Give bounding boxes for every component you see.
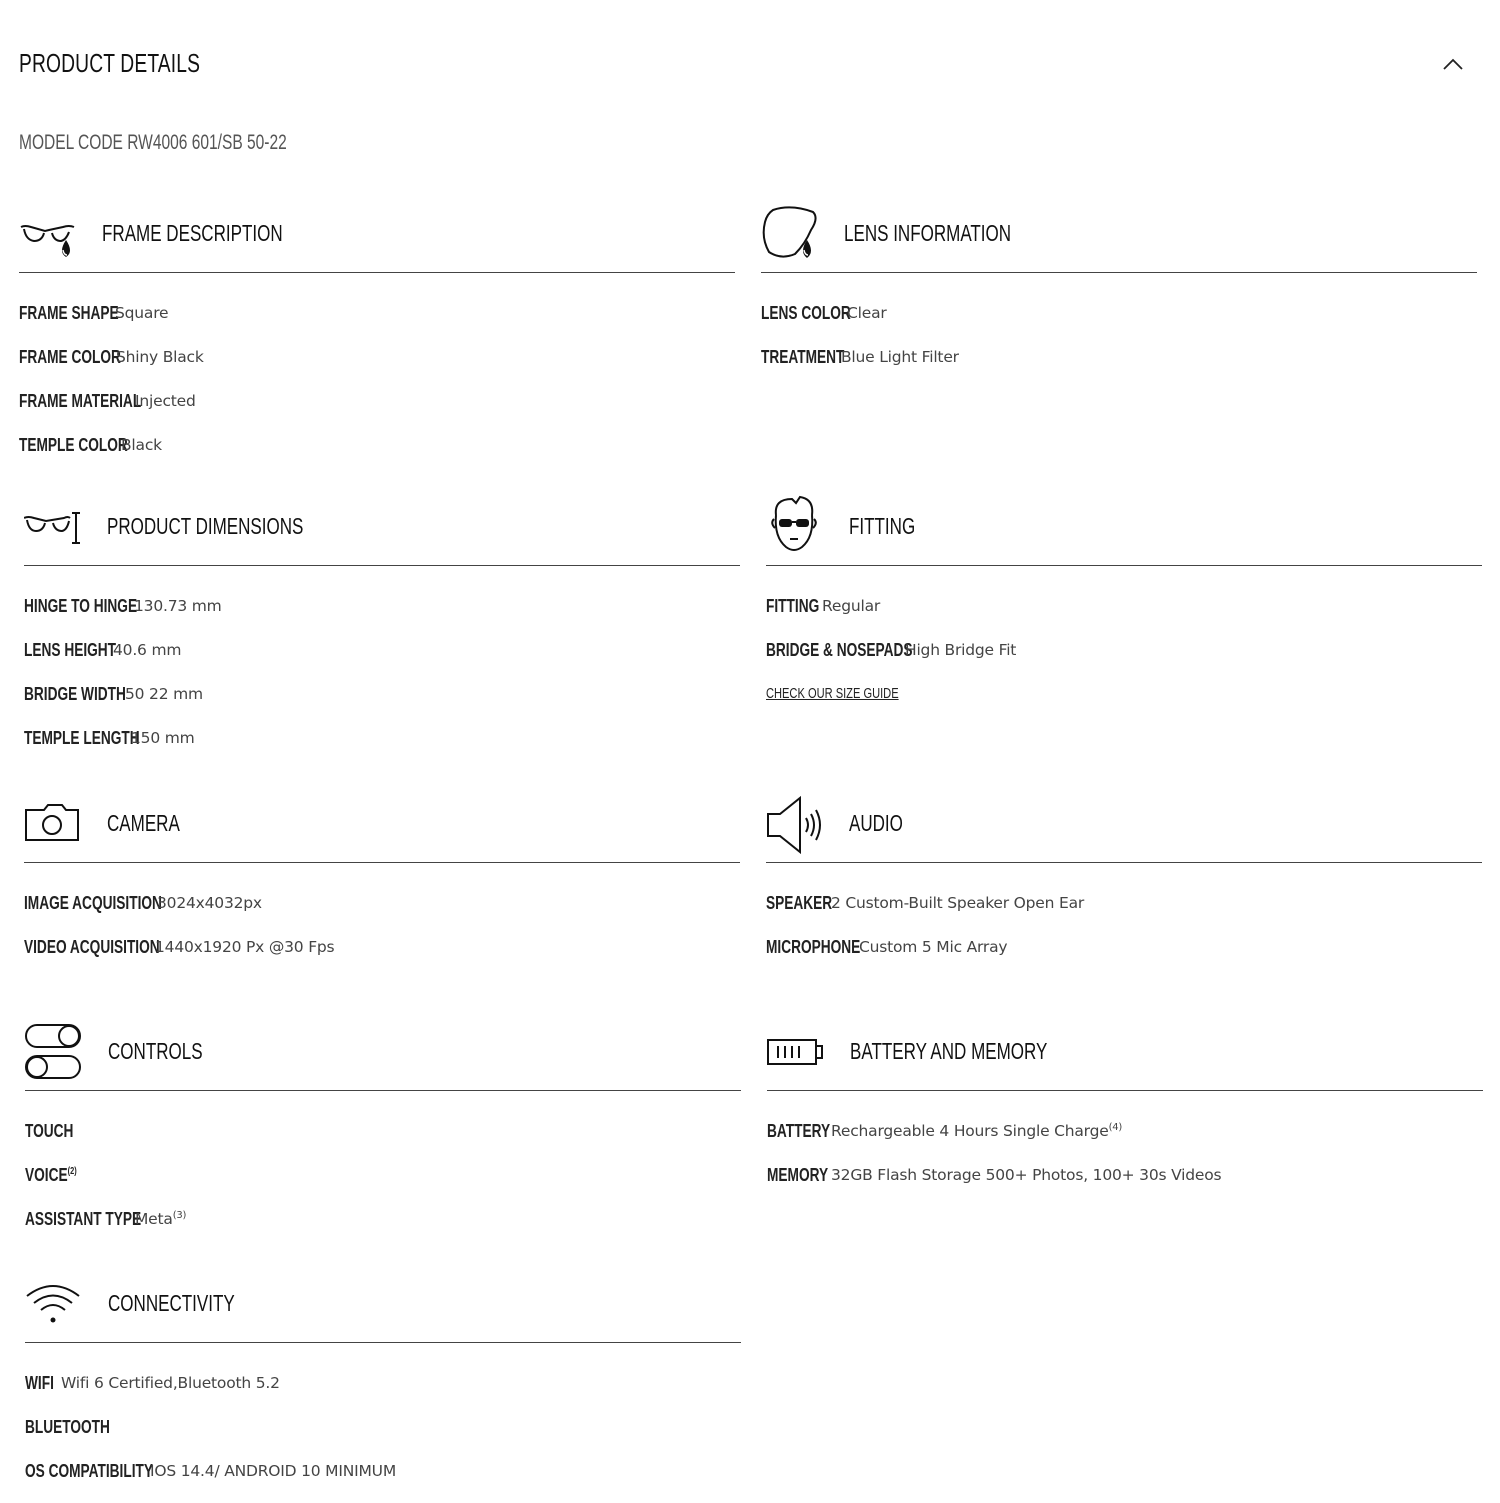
detail-value-text: Meta (135, 1210, 173, 1228)
section-product-dimensions (24, 493, 740, 770)
detail-label: FRAME COLOR (19, 346, 121, 367)
detail-label: VIDEO ACQUISITION (24, 936, 160, 957)
footnote-ref: (4) (1108, 1121, 1123, 1133)
detail-value: 1440x1920 Px @30 Fps (155, 938, 335, 956)
detail-label: BLUETOOTH (25, 1416, 110, 1437)
detail-row (25, 1459, 741, 1503)
section-rows (766, 863, 1482, 979)
detail-row (19, 345, 735, 389)
detail-row (25, 1415, 741, 1459)
detail-row (25, 1371, 741, 1415)
footnote-ref: (3) (172, 1209, 187, 1221)
battery-icon (767, 1018, 829, 1082)
section-title: FRAME DESCRIPTION (102, 220, 283, 246)
detail-label: TEMPLE COLOR (19, 434, 128, 455)
section-title: BATTERY AND MEMORY (850, 1038, 1048, 1064)
section-connectivity (25, 1270, 741, 1503)
detail-value: 40.6 mm (113, 641, 182, 659)
model-code: MODEL CODE RW4006 601/SB 50-22 (19, 131, 287, 154)
section-title: CONTROLS (108, 1038, 203, 1064)
detail-label: BRIDGE & NOSEPADS (766, 639, 913, 660)
speaker-icon (766, 790, 828, 854)
detail-label: MEMORY (767, 1164, 829, 1185)
detail-label: TREATMENT (761, 346, 845, 367)
glasses-measure-icon (24, 493, 86, 557)
section-header (24, 493, 740, 566)
section-battery-and-memory (767, 1018, 1483, 1207)
detail-value: 130.73 mm (134, 597, 222, 615)
detail-row (24, 891, 740, 935)
detail-label: TOUCH (25, 1120, 74, 1141)
section-rows (25, 1343, 741, 1503)
detail-row (24, 935, 740, 979)
detail-value: Blue Light Filter (841, 348, 959, 366)
detail-value (135, 1207, 186, 1231)
detail-row (25, 1207, 741, 1251)
detail-row (25, 1163, 741, 1207)
detail-row (766, 891, 1482, 935)
detail-row (19, 389, 735, 433)
detail-label (25, 1163, 77, 1187)
section-title: CAMERA (107, 810, 180, 836)
section-rows (19, 273, 735, 477)
wifi-icon (25, 1270, 87, 1334)
detail-row (24, 638, 740, 682)
section-rows (24, 566, 740, 770)
detail-label: FRAME SHAPE (19, 302, 119, 323)
detail-value: High Bridge Fit (905, 641, 1017, 659)
section-fitting (766, 493, 1482, 726)
detail-row (19, 301, 735, 345)
collapse-button[interactable] (1440, 52, 1466, 76)
detail-row (24, 726, 740, 770)
chevron-up-icon (1440, 52, 1466, 76)
section-title: LENS INFORMATION (844, 220, 1012, 246)
detail-row (767, 1163, 1483, 1207)
page-title: PRODUCT DETAILS (19, 48, 201, 78)
section-header (766, 493, 1482, 566)
section-title: FITTING (849, 513, 916, 539)
section-rows (24, 863, 740, 979)
face-glasses-icon (766, 493, 828, 557)
detail-label: FITTING (766, 595, 820, 616)
detail-label: LENS HEIGHT (24, 639, 117, 660)
section-header (19, 200, 735, 273)
detail-row (19, 433, 735, 477)
detail-row (25, 1119, 741, 1163)
section-audio (766, 790, 1482, 979)
toggles-icon (25, 1018, 87, 1082)
detail-label: HINGE TO HINGE (24, 595, 138, 616)
detail-row (766, 682, 1482, 726)
lens-drop-icon (761, 200, 823, 264)
detail-value: 3024x4032px (157, 894, 262, 912)
section-header (766, 790, 1482, 863)
section-frame-description (19, 200, 735, 477)
detail-value: Injected (135, 392, 196, 410)
section-header (761, 200, 1477, 273)
detail-value: Shiny Black (116, 348, 204, 366)
detail-value: Square (115, 304, 169, 322)
detail-value: IOS 14.4/ ANDROID 10 MINIMUM (150, 1462, 396, 1480)
section-title: AUDIO (849, 810, 903, 836)
section-header (767, 1018, 1483, 1091)
section-rows (25, 1091, 741, 1251)
detail-value: 32GB Flash Storage 500+ Photos, 100+ 30s Videos (831, 1166, 1222, 1184)
detail-row (761, 301, 1477, 345)
detail-label: SPEAKER (766, 892, 833, 913)
detail-value: Custom 5 Mic Array (859, 938, 1008, 956)
detail-label-text: VOICE (25, 1164, 68, 1185)
detail-label: TEMPLE LENGTH (24, 727, 140, 748)
detail-label: LENS COLOR (761, 302, 851, 323)
section-controls (25, 1018, 741, 1251)
section-header (24, 790, 740, 863)
detail-label: MICROPHONE (766, 936, 861, 957)
detail-value: 150 mm (131, 729, 195, 747)
detail-row (24, 594, 740, 638)
section-rows (766, 566, 1482, 726)
section-title: PRODUCT DIMENSIONS (107, 513, 304, 539)
detail-value: Clear (847, 304, 887, 322)
detail-label: BATTERY (767, 1120, 831, 1141)
detail-row (767, 1119, 1483, 1163)
detail-value: 2 Custom-Built Speaker Open Ear (831, 894, 1085, 912)
detail-row (766, 594, 1482, 638)
detail-value: Regular (822, 597, 881, 615)
detail-row (761, 345, 1477, 389)
footnote-ref: (2) (67, 1165, 77, 1177)
detail-label: FRAME MATERIAL (19, 390, 142, 411)
section-rows (767, 1091, 1483, 1207)
detail-value: Black (121, 436, 162, 454)
section-header (25, 1270, 741, 1343)
detail-label: BRIDGE WIDTH (24, 683, 126, 704)
section-lens-information (761, 200, 1477, 389)
detail-row (766, 935, 1482, 979)
detail-label: IMAGE ACQUISITION (24, 892, 162, 913)
detail-label: OS COMPATIBILITY (25, 1460, 154, 1481)
section-rows (761, 273, 1477, 389)
detail-value: Wifi 6 Certified,Bluetooth 5.2 (61, 1374, 280, 1392)
detail-value: 50 22 mm (125, 685, 203, 703)
section-title: CONNECTIVITY (108, 1290, 235, 1316)
detail-row (24, 682, 740, 726)
camera-icon (24, 790, 86, 854)
section-camera (24, 790, 740, 979)
size-guide-link[interactable]: CHECK OUR SIZE GUIDE (766, 685, 899, 702)
detail-label: ASSISTANT TYPE (25, 1208, 142, 1229)
glasses-drop-icon (19, 200, 81, 264)
detail-value-text: Rechargeable 4 Hours Single Charge (831, 1122, 1109, 1140)
detail-value (831, 1119, 1122, 1143)
section-header (25, 1018, 741, 1091)
detail-label: WIFI (25, 1372, 54, 1393)
detail-row (766, 638, 1482, 682)
